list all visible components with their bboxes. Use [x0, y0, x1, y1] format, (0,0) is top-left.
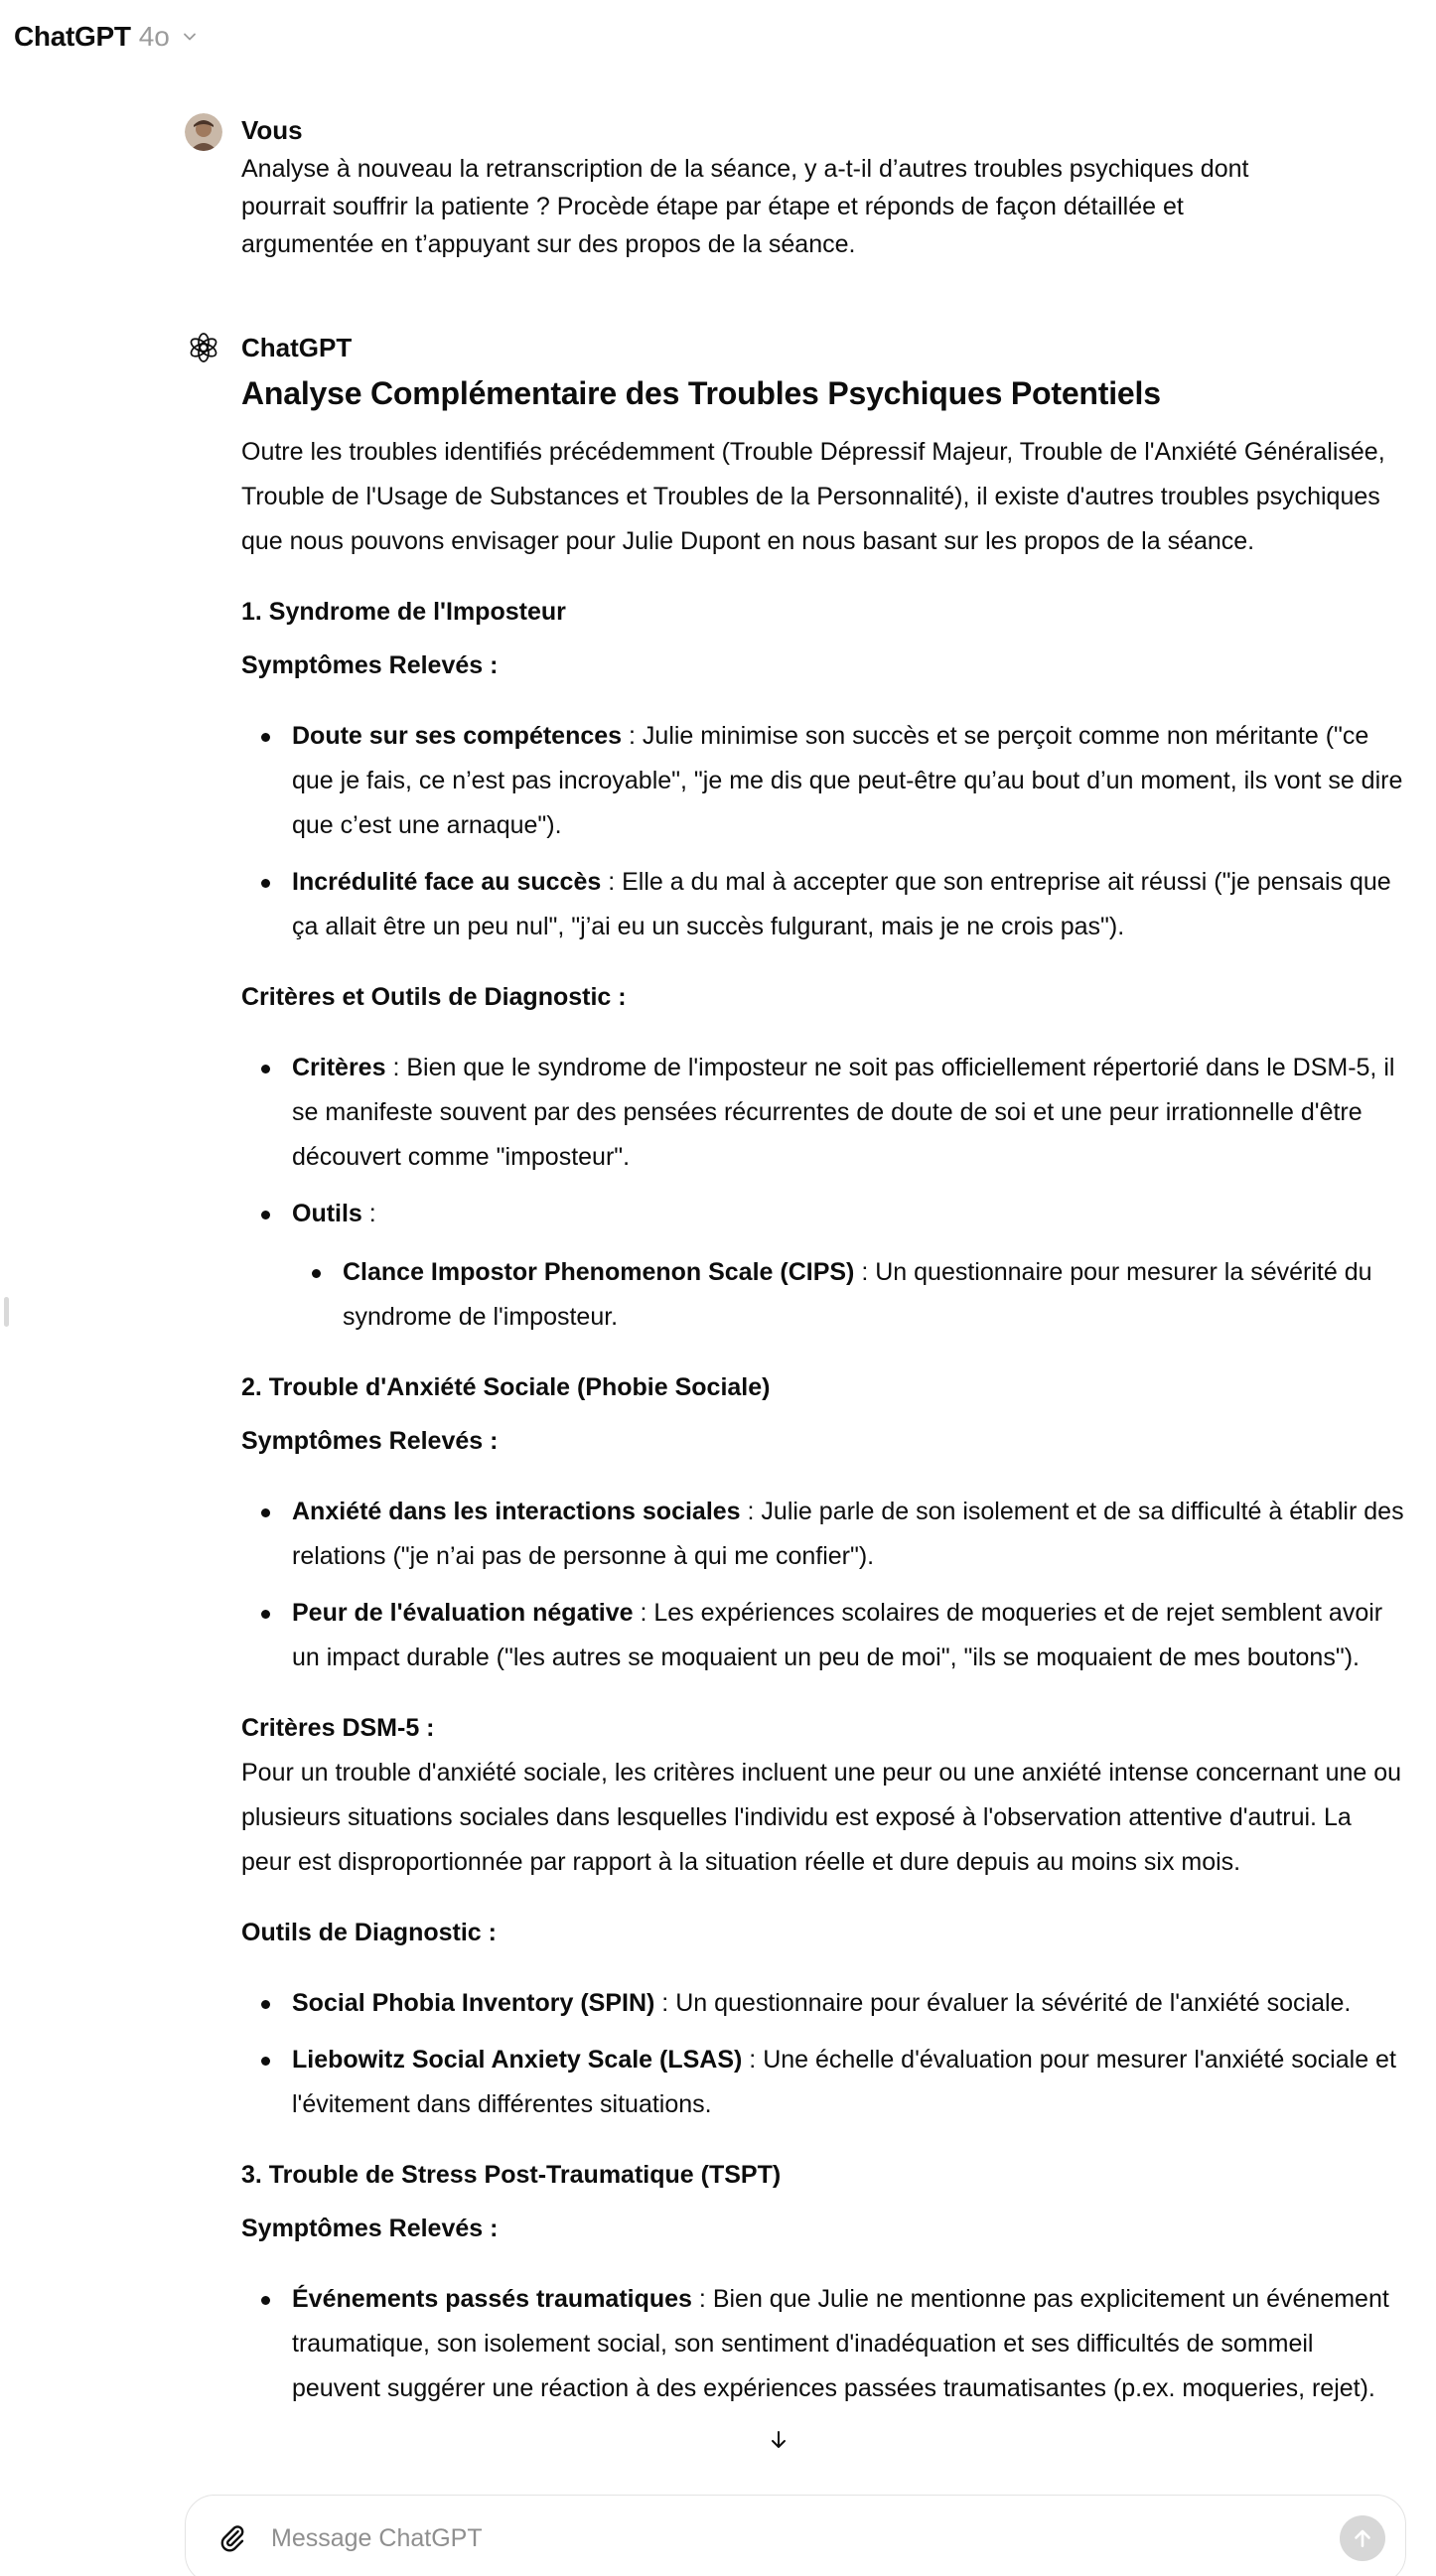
chevron-down-icon: [180, 27, 200, 47]
symptoms-label: Symptômes Relevés :: [241, 1427, 499, 1455]
tools-list: [241, 1981, 1406, 2127]
send-button[interactable]: [1340, 2515, 1385, 2561]
item-separator: :: [654, 1989, 676, 2017]
sidebar-resize-handle[interactable]: [4, 1297, 9, 1327]
intro-paragraph: Outre les troubles identifiés précédemment (Trouble Dépressif Majeur, Trouble de l'Anxiété Généralisée, Trouble de l'Usage de Substances et Troubles de la Personnalité), il existe d'autres troubles psychiques que nous pouvons envisager pour Julie Dupont en nous basant sur les propos de la séance.: [241, 438, 1385, 555]
section-heading: 3. Trouble de Stress Post-Traumatique (TSPT): [241, 2161, 782, 2189]
arrow-up-icon: [1350, 2525, 1375, 2551]
user-message-text: Analyse à nouveau la retranscription de la séance, y a-t-il d’autres troubles psychiques dont pourrait souffrir la patiente ? Procède étape par étape et réponds de façon détaillée et argumentée en t’appuyant sur des propos de la séance.: [241, 155, 1249, 258]
paperclip-icon: [217, 2523, 247, 2553]
answer-title: Analyse Complémentaire des Troubles Psychiques Potentiels: [241, 375, 1161, 411]
dsm-paragraph: Pour un trouble d'anxiété sociale, les critères incluent une peur ou une anxiété intense concernant une ou plusieurs situations sociales dans lesquelles l'individu est exposé à l'observation attentive d'autrui. La peur est disproportionnée par rapport à la situation réelle et dure depuis au moins six mois.: [241, 1759, 1402, 1876]
section-heading: 1. Syndrome de l'Imposteur: [241, 598, 566, 626]
item-separator: :: [742, 2046, 764, 2074]
list-item: [241, 1490, 1406, 1579]
attach-button[interactable]: [212, 2517, 253, 2559]
item-separator: :: [633, 1599, 654, 1627]
item-text: Les expériences scolaires de moqueries et de rejet semblent avoir un impact durable ("les autres se moquaient un peu de moi", "ils se moquaient de mes boutons").: [292, 1599, 1383, 1671]
item-term: Événements passés traumatiques: [292, 2285, 692, 2313]
list-item: [241, 1046, 1406, 1180]
item-term: Doute sur ses compétences: [292, 722, 623, 750]
item-text: Un questionnaire pour évaluer la sévérité de l'anxiété sociale.: [675, 1989, 1352, 2017]
item-term: Liebowitz Social Anxiety Scale (LSAS): [292, 2046, 743, 2074]
item-text: Julie parle de son isolement et de sa difficulté à établir des relations ("je n’ai pas de personne à qui me confier").: [292, 1498, 1404, 1570]
message-composer: [185, 2495, 1406, 2576]
list-item: [241, 1981, 1406, 2026]
list-item: [241, 2038, 1406, 2127]
list-item: [241, 2277, 1406, 2411]
symptoms-list: [241, 1490, 1406, 1680]
message-input[interactable]: [253, 2517, 1340, 2559]
conversation: [185, 111, 1406, 2437]
item-separator: :: [854, 1258, 876, 1286]
list-item: [241, 714, 1406, 848]
item-text: Bien que le syndrome de l'imposteur ne soit pas officiellement répertorié dans le DSM-5, il se manifeste souvent par des pensées récurrentes de doute de soi et une peur irrationnelle d'être découvert comme "imposteur".: [292, 1054, 1395, 1171]
item-separator: :: [385, 1054, 407, 1081]
item-term: Critères: [292, 1054, 386, 1081]
item-term: Clance Impostor Phenomenon Scale (CIPS): [343, 1258, 855, 1286]
item-term: Peur de l'évaluation négative: [292, 1599, 634, 1627]
item-separator: :: [691, 2285, 713, 2313]
model-name: 4o: [138, 21, 170, 52]
tools-label: Outils de Diagnostic :: [241, 1919, 497, 1946]
item-separator: :: [740, 1498, 762, 1525]
item-separator: :: [622, 722, 643, 750]
list-item: [241, 1591, 1406, 1680]
symptoms-list: [241, 714, 1406, 949]
item-text: Un questionnaire pour mesurer la sévérité du syndrome de l'imposteur.: [343, 1258, 1372, 1331]
item-text: Julie minimise son succès et se perçoit comme non méritante ("ce que je fais, ce n’est pas incroyable", "je me dis que peut-être qu’au bout d’un moment, ils vont se dire que c’est une arnaque").: [292, 722, 1403, 839]
symptoms-label: Symptômes Relevés :: [241, 2215, 499, 2242]
symptoms-label: Symptômes Relevés :: [241, 651, 499, 679]
symptoms-list: [241, 2277, 1406, 2411]
item-term: Outils: [292, 1200, 362, 1227]
dsm-label: Critères DSM-5 :: [241, 1714, 435, 1742]
list-item: [292, 1250, 1406, 1340]
criteria-list: [241, 1046, 1406, 1340]
top-bar: [0, 0, 1436, 73]
item-separator: :: [601, 868, 623, 896]
model-selector[interactable]: [14, 21, 200, 53]
chatgpt-logo-icon: [187, 331, 220, 364]
item-text: Elle a du mal à accepter que son entreprise ait réussi ("je pensais que ça allait être un peu nul", "j’ai eu un succès fulgurant, mais je ne crois pas").: [292, 868, 1391, 940]
item-term: Social Phobia Inventory (SPIN): [292, 1989, 655, 2017]
item-separator: :: [361, 1200, 376, 1227]
item-text: Bien que Julie ne mentionne pas explicitement un événement traumatique, son isolement social, son sentiment d'inadéquation et ses difficultés de sommeil peuvent suggérer une réaction à des expériences passées traumatisantes (p.ex. moqueries, rejet).: [292, 2285, 1389, 2402]
list-item: [241, 860, 1406, 949]
item-term: Incrédulité face au succès: [292, 868, 602, 896]
section-heading: 2. Trouble d'Anxiété Sociale (Phobie Sociale): [241, 1373, 771, 1401]
arrow-down-icon: [768, 2429, 790, 2451]
item-term: Anxiété dans les interactions sociales: [292, 1498, 741, 1525]
criteria-label: Critères et Outils de Diagnostic :: [241, 983, 627, 1011]
avatar: [185, 113, 222, 151]
app-title: ChatGPT: [14, 21, 131, 52]
tools-sublist: [292, 1250, 1406, 1340]
scroll-to-bottom-button[interactable]: [762, 2423, 795, 2457]
assistant-message: [185, 329, 1406, 2411]
list-item: [241, 1192, 1406, 1340]
assistant-message-body: [241, 370, 1406, 2411]
assistant-author: ChatGPT: [241, 333, 353, 362]
user-author: Vous: [241, 115, 303, 145]
item-text: Une échelle d'évaluation pour mesurer l'anxiété sociale et l'évitement dans différentes situations.: [292, 2046, 1396, 2118]
user-message: [185, 111, 1406, 263]
